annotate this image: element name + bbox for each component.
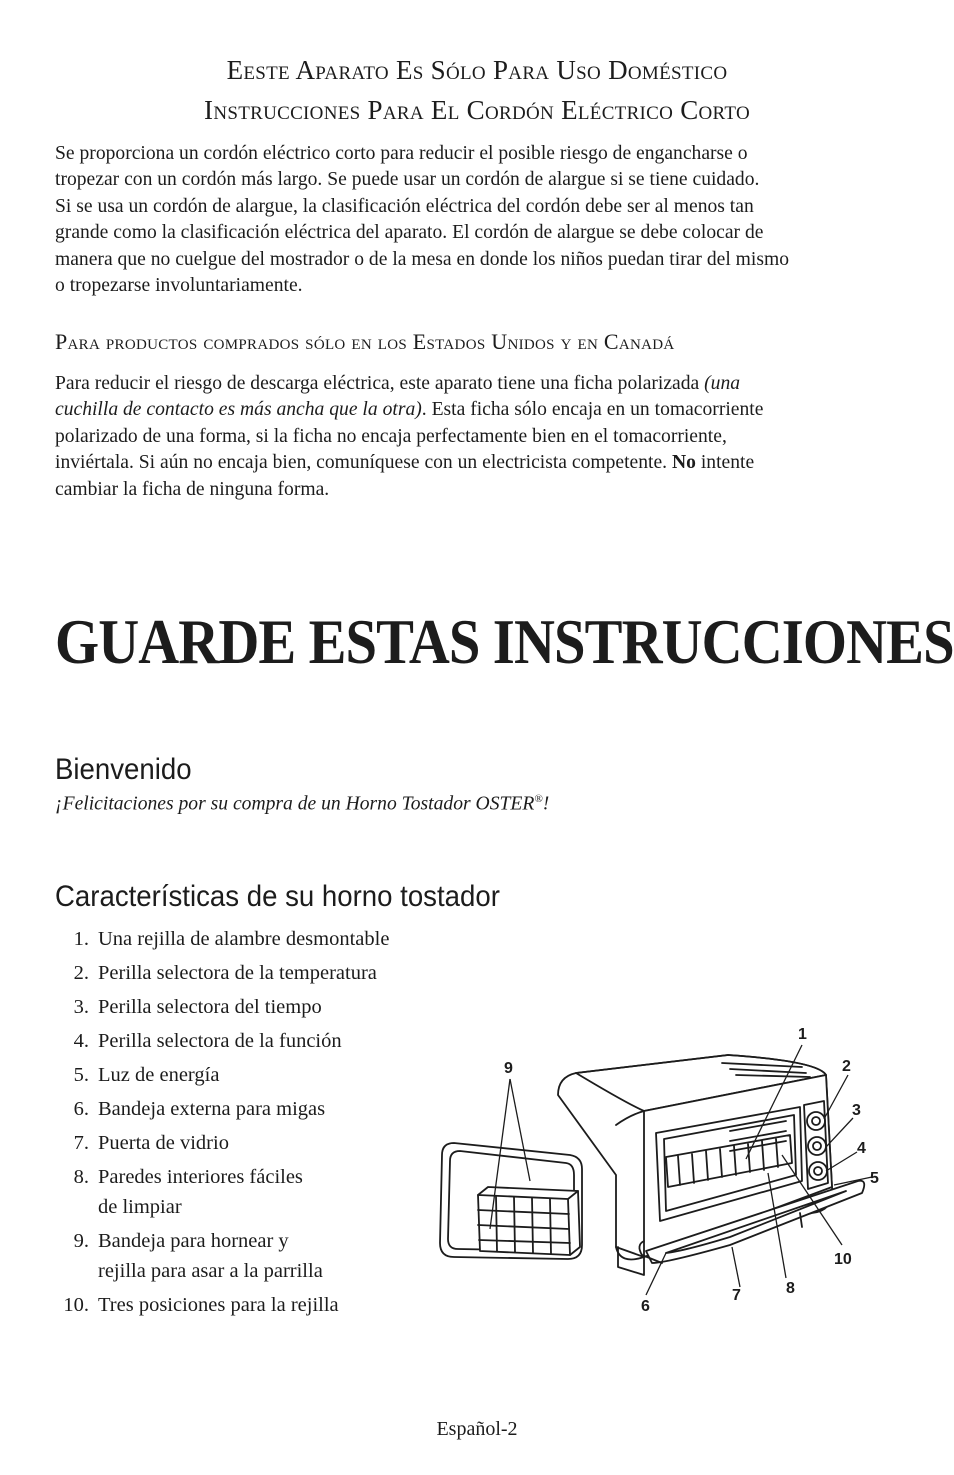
list-item <box>55 1094 389 1124</box>
plug-paragraph-line <box>55 371 905 397</box>
plug-paragraph-line: polarizado de una forma, si la ficha no encaja perfectamente bien en el tomacorriente, <box>55 425 727 447</box>
item-text-cont: rejilla para asar a la parrilla <box>98 1260 323 1282</box>
diagram-label-6: 6 <box>641 1298 650 1315</box>
item-text: Luz de energía <box>98 1064 220 1086</box>
header-title-line2: Instrucciones Para El Cordón Eléctrico Corto <box>204 95 750 125</box>
item-number: 3. <box>73 996 89 1018</box>
cord-paragraph-line: grande como la clasificación eléctrica del aparato. El cordón de alargue se debe colocar de <box>55 222 764 244</box>
page-number: Español-2 <box>436 1418 518 1440</box>
item-number: 10. <box>63 1294 89 1316</box>
plug-paragraph-line <box>55 397 905 423</box>
welcome-text-main: ¡Felicitaciones por su compra de un Horno Tostador OSTER <box>55 793 535 815</box>
cord-paragraph-line: tropezar con un cordón más largo. Se puede usar un cordón de alargue si se tiene cuidado. <box>55 169 760 191</box>
diagram-label-8: 8 <box>786 1280 795 1297</box>
diagram-label-3: 3 <box>852 1102 861 1119</box>
diagram-label-4: 4 <box>857 1140 866 1157</box>
cord-paragraph-line: Si se usa un cordón de alargue, la clasificación eléctrica del cordón debe ser al menos tan <box>55 195 754 217</box>
item-number: 4. <box>73 1030 89 1052</box>
item-number: 5. <box>73 1064 89 1086</box>
diagram-label-10: 10 <box>834 1251 852 1268</box>
plug-text: intente <box>695 452 755 474</box>
item-number: 1. <box>73 928 89 950</box>
plug-paragraph <box>55 371 905 503</box>
list-item <box>55 1128 389 1158</box>
plug-text: inviértala. Si aún no encaja bien, comuníquese con un electricista competente. <box>55 452 672 474</box>
item-text: Una rejilla de alambre desmontable <box>98 928 390 950</box>
welcome-heading: Bienvenido <box>55 753 192 786</box>
diagram-label-7: 7 <box>732 1287 741 1304</box>
item-text: Perilla selectora de la función <box>98 1030 342 1052</box>
item-text: Bandeja externa para migas <box>98 1098 326 1120</box>
item-text: Paredes interiores fáciles <box>98 1166 303 1188</box>
diagram-label-2: 2 <box>842 1058 851 1075</box>
list-item <box>55 1290 389 1320</box>
item-number: 9. <box>73 1230 89 1252</box>
plug-bold: No <box>671 452 696 474</box>
cord-paragraph-line: Se proporciona un cordón eléctrico corto para reducir el posible riesgo de engancharse o <box>55 143 748 164</box>
plug-text: Para reducir el riesgo de descarga eléctrica, este aparato tiene una ficha polarizada <box>55 373 705 394</box>
features-heading: Características de su horno tostador <box>55 880 500 913</box>
registered-mark: ® <box>534 793 543 805</box>
item-text: Perilla selectora del tiempo <box>98 996 322 1018</box>
item-number: 6. <box>73 1098 89 1120</box>
plug-paragraph-line: cambiar la ficha de ninguna forma. <box>55 478 330 500</box>
features-list <box>55 924 389 1324</box>
welcome-text-end: ! <box>542 793 550 815</box>
header-title-line1: Eeste Aparato Es Sólo Para Uso Doméstico <box>226 55 728 85</box>
item-text: Tres posiciones para la rejilla <box>98 1294 339 1316</box>
item-text: Perilla selectora de la temperatura <box>98 962 377 984</box>
list-item <box>55 992 389 1022</box>
plug-text: . Esta ficha sólo encaja en un tomacorriente <box>421 399 764 421</box>
plug-paragraph-line <box>55 450 905 476</box>
list-item <box>55 924 389 954</box>
cord-paragraph-line: manera que no cuelgue del mostrador o de la mesa en donde los niños puedan tirar del mismo <box>55 248 790 270</box>
item-text: Bandeja para hornear y <box>98 1230 289 1252</box>
list-item <box>55 1026 389 1056</box>
diagram-label-9: 9 <box>504 1060 513 1077</box>
list-item <box>55 1060 389 1090</box>
cord-paragraph <box>55 141 905 299</box>
item-text-cont: de limpiar <box>98 1196 182 1218</box>
item-number: 8. <box>73 1166 89 1188</box>
item-number: 2. <box>73 962 89 984</box>
list-item <box>55 1226 389 1286</box>
item-text: Puerta de vidrio <box>98 1132 229 1154</box>
list-item <box>55 1162 389 1222</box>
welcome-text <box>55 793 549 816</box>
item-number: 7. <box>73 1132 89 1154</box>
broil-rack <box>478 1187 580 1255</box>
plug-italic: cuchilla de contacto es más ancha que la otra) <box>55 399 422 421</box>
list-item <box>55 958 389 988</box>
plug-italic: (una <box>704 373 741 394</box>
cord-paragraph-line: o tropezarse involuntariamente. <box>55 275 303 297</box>
plug-heading: Para productos comprados sólo en los Estados Unidos y en Canadá <box>55 329 675 354</box>
diagram-label-1: 1 <box>798 1026 807 1043</box>
toaster-oven-illustration <box>430 1015 890 1315</box>
save-instructions-title: GUARDE ESTAS INSTRUCCIONES <box>55 607 954 677</box>
diagram-label-5: 5 <box>870 1170 879 1187</box>
